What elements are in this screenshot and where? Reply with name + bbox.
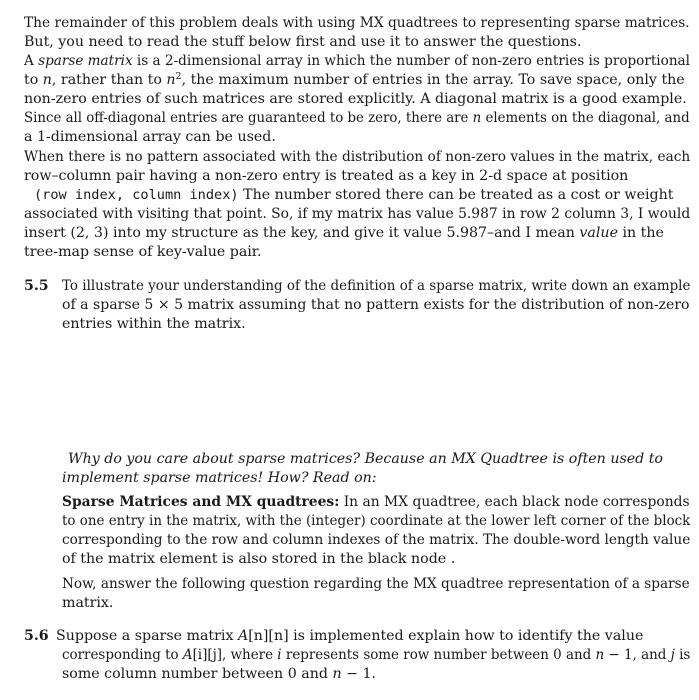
intro-line-3: A sparse matrix is a 2-dimensional array in which the number of non-zero entries is proportional [24,53,691,69]
mx-line-6: matrix. [62,595,114,611]
question-5-6-line-2: corresponding to A[i][j], where i represents some row number between 0 and n − 1, and j is [62,647,691,663]
note-line-2: implement sparse matrices! How? Read on: [62,470,377,486]
intro-line-4: to n, rather than to $n^2$, the maximum number of entries in the array. To save space, only the [24,71,685,88]
question-5-5-line-1: To illustrate your understanding of the definition of a sparse matrix, write down an example [62,278,691,294]
question-5-6-line-1: Suppose a sparse matrix A[n][n] is implemented explain how to identify the value [56,628,644,644]
question-5-5-line-3: entries within the matrix. [62,316,246,332]
intro-line-10: (row index, column index) The number stored there can be treated as a cost or weight [34,187,674,203]
intro-line-5: non-zero entries of such matrices are stored explicitly. A diagonal matrix is a good example. [24,91,687,107]
intro-line-6: Since all off-diagonal entries are guaranteed to be zero, there are n elements on the diagonal, and [24,110,690,126]
mx-line-3: corresponding to the row and column indexes of the matrix. The double-word length value [62,532,691,548]
mx-line-5: Now, answer the following question regarding the MX quadtree representation of a sparse [62,576,690,592]
question-5-6-line-3: some column number between 0 and n − 1. [62,666,377,682]
intro-line-9: row–column pair having a non-zero entry is treated as a key in 2-d space at position [24,168,629,184]
intro-line-11: associated with visiting that point. So, if my matrix has value 5.987 in row 2 column 3, I would [24,206,691,222]
question-5-5-line-2: of a sparse 5 × 5 matrix assuming that no pattern exists for the distribution of non-zero [62,297,690,313]
mx-line-2: to one entry in the matrix, with the (integer) coordinate at the lower left corner of the block [62,513,691,529]
intro-line-1: The remainder of this problem deals with using MX quadtrees to representing sparse matrices. [24,15,690,31]
intro-line-13: tree-map sense of key-value pair. [24,244,262,260]
note-line-1: Why do you care about sparse matrices? Because an MX Quadtree is often used to [68,451,663,467]
mx-heading: Sparse Matrices and MX quadtrees: [62,494,340,510]
mx-line-4: of the matrix element is also stored in the black node . [62,551,456,567]
intro-line-2: But, you need to read the stuff below first and use it to answer the questions. [24,34,582,50]
row-column-index-code: (row index, column index) [34,187,239,203]
intro-line-12: insert (2, 3) into my structure as the key, and give it value 5.987–and I mean value in the [24,225,664,241]
sparse-matrix-term: sparse matrix [38,53,133,69]
intro-line-7: a 1-dimensional array can be used. [24,129,276,145]
question-5-6-number: 5.6 [24,628,49,644]
intro-line-8: When there is no pattern associated with the distribution of non-zero values in the matrix, each [24,149,691,165]
mx-line-1: Sparse Matrices and MX quadtrees: In an MX quadtree, each black node corresponds [62,494,690,510]
question-5-5-number: 5.5 [24,278,49,294]
